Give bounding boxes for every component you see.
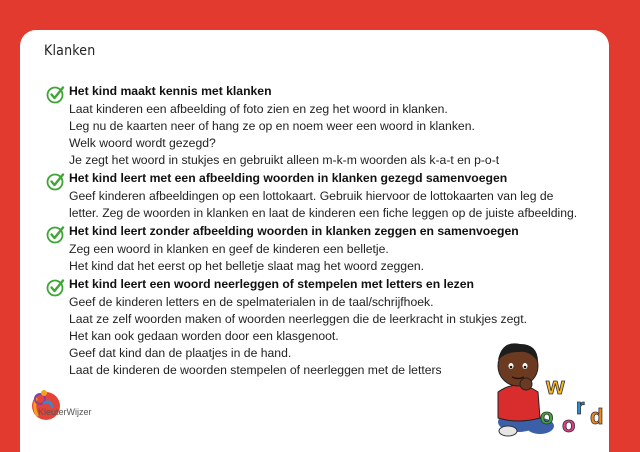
section-2 — [46, 169, 606, 222]
section-heading: Het kind leert zonder afbeelding woorden in klanken zeggen en samenvoegen — [69, 224, 519, 238]
child-illustration — [478, 334, 610, 438]
section-line: Laat kinderen een afbeelding of foto zien en zeg het woord in klanken. — [69, 102, 448, 116]
section-line: Laat de kinderen de woorden stempelen of neerleggen met de letters — [69, 363, 442, 377]
letter-o: o — [540, 404, 554, 429]
checkmark-icon — [46, 277, 66, 297]
section-line: Je zegt het woord in stukjes en gebruikt alleen m-k-m woorden als k-a-t en p-o-t — [69, 153, 500, 167]
kleuterwijzer-logo — [28, 385, 118, 425]
checkmark-icon — [46, 171, 66, 191]
section-line: letter. Zeg de woorden in klanken en laat de kinderen een fiche leggen op de juiste afbeelding. — [69, 206, 578, 220]
logo-text: KleuterWijzer — [38, 407, 92, 417]
section-heading: Het kind leert een woord neerleggen of stempelen met letters en lezen — [69, 277, 475, 291]
section-heading: Het kind leert met een afbeelding woorden in klanken gezegd samenvoegen — [69, 171, 508, 185]
section-line: Welk woord wordt gezegd? — [69, 136, 216, 150]
section-line: Geef de kinderen letters en de spelmaterialen in de taal/schrijfhoek. — [69, 295, 434, 309]
section-line: Leg nu de kaarten neer of hang ze op en noem weer een woord in klanken. — [69, 119, 475, 133]
checkmark-icon — [46, 224, 66, 244]
section-heading: Het kind maakt kennis met klanken — [69, 84, 272, 98]
letter-d: d — [590, 404, 604, 429]
section-line: Het kan ook gedaan worden door een klasgenoot. — [69, 329, 339, 343]
letter-o: o — [562, 412, 576, 437]
section-line: Het kind dat het eerst op het belletje slaat mag het woord zeggen. — [69, 259, 425, 273]
section-1 — [46, 82, 606, 169]
letter-w: w — [546, 373, 565, 400]
page-title: Klanken — [44, 43, 96, 59]
section-3 — [46, 222, 606, 275]
section-line: Zeg een woord in klanken en geef de kinderen een belletje. — [69, 242, 389, 256]
section-line: Laat ze zelf woorden maken of woorden neerleggen die de leerkracht in stukjes zegt. — [69, 312, 527, 326]
section-line: Geef kinderen afbeeldingen op een lottokaart. Gebruik hiervoor de lottokaarten van leg de — [69, 189, 554, 203]
letter-r: r — [576, 394, 585, 419]
checkmark-icon — [46, 84, 66, 104]
section-line: Geef dat kind dan de plaatjes in de hand. — [69, 346, 292, 360]
